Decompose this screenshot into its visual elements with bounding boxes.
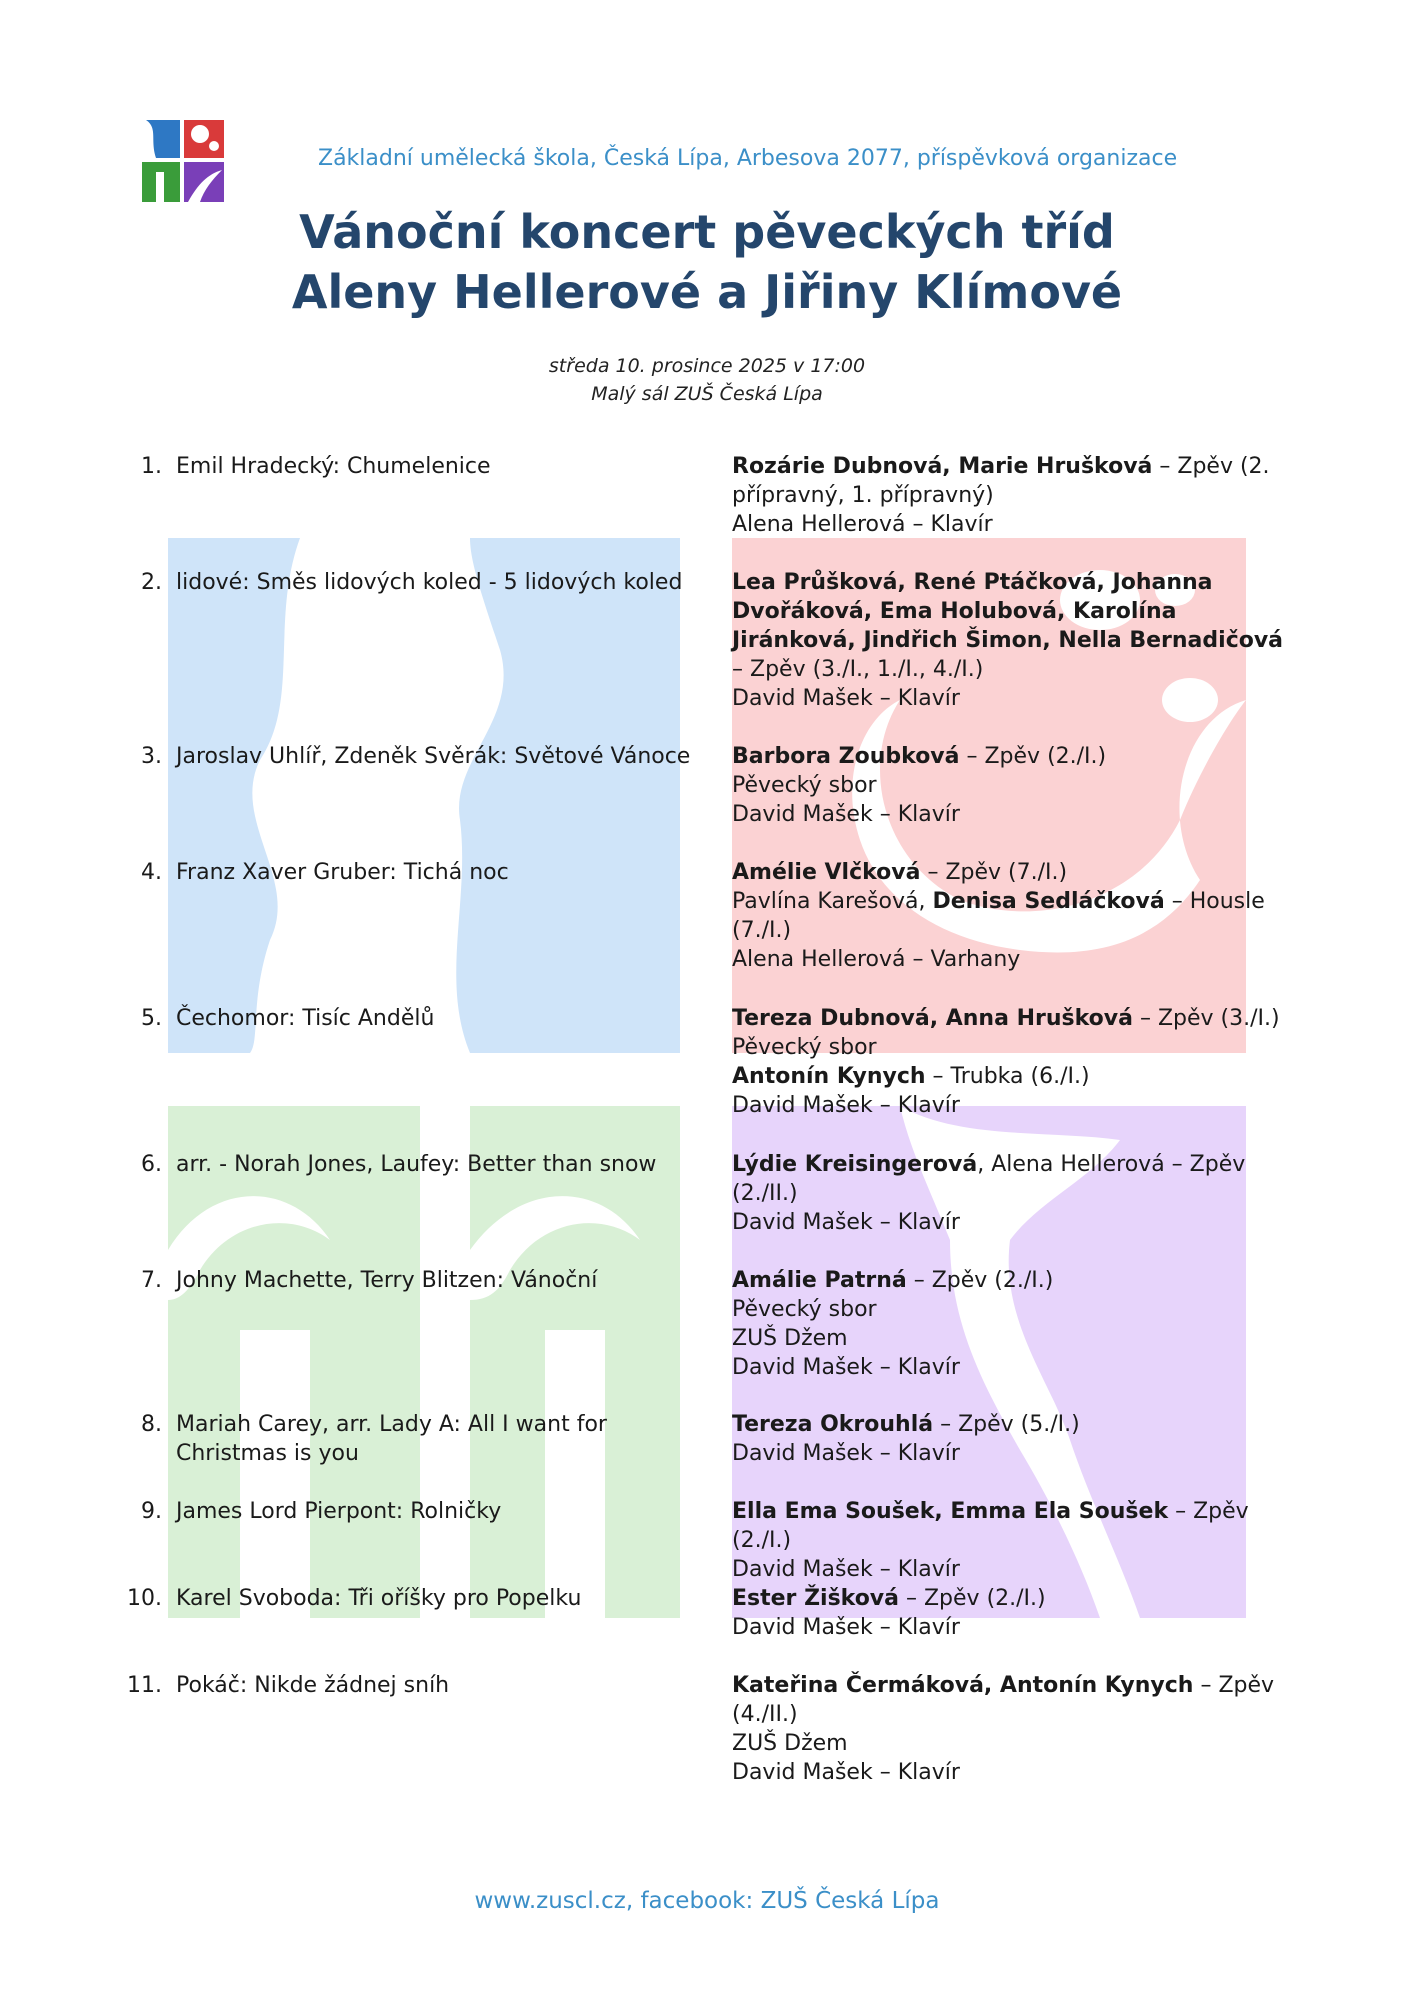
performer-name: Tereza Okrouhlá xyxy=(732,1412,934,1437)
performer-name: Tereza Dubnová, Anna Hrušková xyxy=(732,1006,1133,1031)
program-item-piece: Pokáč: Nikde žádnej sníh xyxy=(176,1673,450,1698)
performer-line xyxy=(732,1091,1292,1120)
performer-role: Pěvecký sbor xyxy=(732,1035,877,1060)
performer-line xyxy=(732,510,1292,539)
performer-line xyxy=(732,1324,1292,1353)
program-item-number: 11. xyxy=(127,1673,162,1698)
program-item-piece: Mariah Carey, arr. Lady A: All I want for Christmas is you xyxy=(176,1412,607,1466)
performer-role: – Zpěv (2./I.) xyxy=(959,744,1107,769)
program-item-performers xyxy=(732,1584,1292,1642)
program-item-number: 8. xyxy=(141,1412,162,1437)
program-item-piece: Čechomor: Tisíc Andělů xyxy=(176,1006,435,1031)
performer-name: Denisa Sedláčková xyxy=(932,889,1165,914)
performer-line xyxy=(732,1671,1292,1729)
performer-line xyxy=(732,887,1292,945)
program-item-performers xyxy=(732,1671,1292,1787)
program-item-piece: James Lord Pierpont: Rolničky xyxy=(176,1499,502,1524)
performer-role: – Zpěv (5./I.) xyxy=(933,1412,1080,1437)
performer-role: ZUŠ Džem xyxy=(732,1731,848,1756)
program-item-piece: lidové: Směs lidových koled - 5 lidových koled xyxy=(176,570,683,595)
event-venue: Malý sál ZUŠ Česká Lípa xyxy=(591,383,823,405)
performer-role: – Zpěv (3./I., 1./I., 4./I.) xyxy=(732,657,984,682)
performer-role: David Mašek – Klavír xyxy=(732,1760,960,1785)
program-item-piece: Johny Machette, Terry Blitzen: Vánoční xyxy=(176,1268,598,1293)
performer-role: Alena Hellerová – Klavír xyxy=(732,512,993,537)
performer-line xyxy=(732,1555,1292,1584)
performer-line xyxy=(732,800,1292,829)
performer-name: Rozárie Dubnová, Marie Hrušková xyxy=(732,454,1153,479)
performer-name: Amálie Patrná xyxy=(732,1268,907,1293)
performer-line xyxy=(732,1497,1292,1555)
performer-role: – Housle (7./I.) xyxy=(732,889,1265,943)
title-line-2: Aleny Hellerové a Jiřiny Klímové xyxy=(291,265,1123,319)
performer-role: – Zpěv (3./I.) xyxy=(1132,1006,1280,1031)
program-item-number: 2. xyxy=(141,570,162,595)
performer-line xyxy=(732,1758,1292,1787)
performer-line xyxy=(732,1033,1292,1062)
program-item-number: 3. xyxy=(141,744,162,769)
program-item-performers xyxy=(732,858,1292,974)
performer-line xyxy=(732,1439,1292,1468)
performer-line xyxy=(732,945,1292,974)
performer-role: David Mašek – Klavír xyxy=(732,686,960,711)
performer-line xyxy=(732,1613,1292,1642)
performer-name: Kateřina Čermáková, Antonín Kynych xyxy=(732,1673,1194,1698)
performer-line xyxy=(732,1150,1292,1208)
program-item-number: 10. xyxy=(127,1586,162,1611)
performer-line xyxy=(732,771,1292,800)
performer-line xyxy=(732,1266,1292,1295)
performer-role: David Mašek – Klavír xyxy=(732,802,960,827)
title-line-1: Vánoční koncert pěveckých tříd xyxy=(299,205,1115,259)
performer-name: Lýdie Kreisingerová xyxy=(732,1152,978,1177)
performer-role: David Mašek – Klavír xyxy=(732,1441,960,1466)
performer-role: Pavlína Karešová, xyxy=(732,889,933,914)
performer-line xyxy=(732,1004,1292,1033)
performer-name: Antonín Kynych xyxy=(732,1064,926,1089)
performer-line xyxy=(732,1729,1292,1758)
program-item-piece: Franz Xaver Gruber: Tichá noc xyxy=(176,860,509,885)
program-item-piece: Karel Svoboda: Tři oříšky pro Popelku xyxy=(176,1586,582,1611)
performer-role: David Mašek – Klavír xyxy=(732,1210,960,1235)
performer-line xyxy=(732,1584,1292,1613)
performer-role: David Mašek – Klavír xyxy=(732,1093,960,1118)
performer-line xyxy=(732,1353,1292,1382)
performer-line xyxy=(732,1410,1292,1439)
school-name: Základní umělecká škola, Česká Lípa, Arbesova 2077, příspěvková organizace xyxy=(318,146,1178,171)
performer-line xyxy=(732,452,1292,510)
performer-role: , Alena Hellerová – Zpěv (2./II.) xyxy=(732,1152,1246,1206)
performer-role: – Zpěv (2./I.) xyxy=(732,1499,1249,1553)
performer-role: David Mašek – Klavír xyxy=(732,1557,960,1582)
performer-role: – Trubka (6./I.) xyxy=(925,1064,1090,1089)
performer-line xyxy=(732,1295,1292,1324)
performer-role: David Mašek – Klavír xyxy=(732,1355,960,1380)
performer-role: David Mašek – Klavír xyxy=(732,1615,960,1640)
program-item-number: 5. xyxy=(141,1006,162,1031)
performer-role: Pěvecký sbor xyxy=(732,1297,877,1322)
performer-line xyxy=(732,742,1292,771)
program-item-performers xyxy=(732,1004,1292,1120)
performer-role: – Zpěv (7./I.) xyxy=(920,860,1068,885)
program-item-piece: Jaroslav Uhlíř, Zdeněk Svěrák: Světové Vánoce xyxy=(176,744,691,769)
performer-role: – Zpěv (2./I.) xyxy=(899,1586,1046,1611)
program-item-number: 4. xyxy=(141,860,162,885)
program-item-performers xyxy=(732,1266,1292,1382)
performer-name: Amélie Vlčková xyxy=(732,860,921,885)
performer-role: Alena Hellerová – Varhany xyxy=(732,947,1021,972)
program-item-number: 9. xyxy=(141,1499,162,1524)
performer-name: Barbora Zoubková xyxy=(732,744,960,769)
program-item-performers xyxy=(732,1497,1292,1584)
program-item-piece: arr. - Norah Jones, Laufey: Better than snow xyxy=(176,1152,657,1177)
program-item-number: 7. xyxy=(141,1268,162,1293)
event-date: středa 10. prosince 2025 v 17:00 xyxy=(548,355,866,377)
program-item-performers xyxy=(732,452,1292,539)
performer-name: Ella Ema Soušek, Emma Ela Soušek xyxy=(732,1499,1169,1524)
performer-role: Pěvecký sbor xyxy=(732,773,877,798)
performer-line xyxy=(732,684,1292,713)
performer-line xyxy=(732,1208,1292,1237)
performer-line xyxy=(732,568,1292,684)
program-item-performers xyxy=(732,742,1292,829)
program-item-number: 1. xyxy=(141,454,162,479)
program-item-number: 6. xyxy=(141,1152,162,1177)
performer-role: – Zpěv (2. přípravný, 1. přípravný) xyxy=(732,454,1270,508)
performer-role: ZUŠ Džem xyxy=(732,1326,848,1351)
footer-links: www.zuscl.cz, facebook: ZUŠ Česká Lípa xyxy=(474,1888,940,1914)
performer-role: – Zpěv (4./II.) xyxy=(732,1673,1275,1727)
performer-name: Ester Žišková xyxy=(732,1586,899,1611)
performer-line xyxy=(732,1062,1292,1091)
program-item-performers xyxy=(732,1150,1292,1237)
performer-name: Lea Průšková, René Ptáčková, Johanna Dvořáková, Ema Holubová, Karolína Jiránková, Jindřich Šimon, Nella Bernadičová xyxy=(732,570,1284,653)
program-item-piece: Emil Hradecký: Chumelenice xyxy=(176,454,491,479)
program-item-performers xyxy=(732,568,1292,713)
performer-role: – Zpěv (2./I.) xyxy=(906,1268,1054,1293)
performer-line xyxy=(732,858,1292,887)
program-item-performers xyxy=(732,1410,1292,1468)
